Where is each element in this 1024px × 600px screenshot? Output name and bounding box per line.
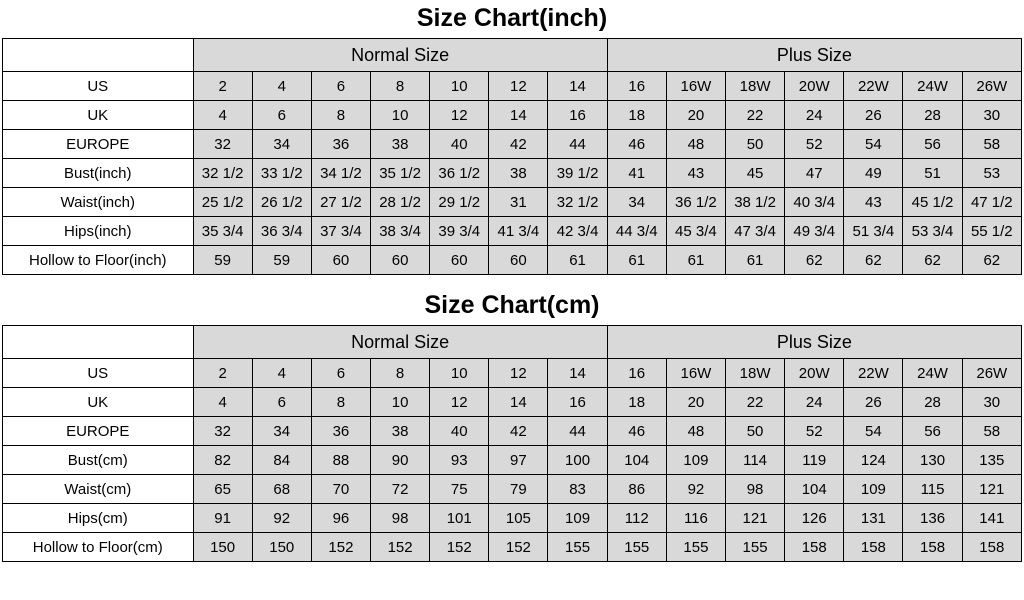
table-cell: 44 bbox=[548, 130, 607, 159]
table-cell: 53 3/4 bbox=[903, 217, 962, 246]
table-cell: 28 bbox=[903, 101, 962, 130]
row-label: Bust(inch) bbox=[3, 159, 194, 188]
size-chart-block-2 bbox=[0, 287, 1024, 562]
table-cell: 100 bbox=[548, 446, 607, 475]
table-cell: 158 bbox=[785, 533, 844, 562]
table-cell: 152 bbox=[371, 533, 430, 562]
table-row bbox=[3, 417, 1022, 446]
table-cell: 45 3/4 bbox=[666, 217, 725, 246]
chart-title: Size Chart(inch) bbox=[416, 4, 608, 32]
table-cell: 30 bbox=[962, 388, 1021, 417]
table-cell: 83 bbox=[548, 475, 607, 504]
table-cell: 14 bbox=[548, 359, 607, 388]
table-corner-cell bbox=[3, 39, 194, 72]
table-cell: 105 bbox=[489, 504, 548, 533]
table-cell: 20 bbox=[666, 388, 725, 417]
table-cell: 36 bbox=[311, 417, 370, 446]
table-cell: 49 bbox=[844, 159, 903, 188]
table-cell: 56 bbox=[903, 417, 962, 446]
table-cell: 50 bbox=[725, 417, 784, 446]
table-cell: 14 bbox=[489, 101, 548, 130]
table-cell: 58 bbox=[962, 417, 1021, 446]
table-cell: 16W bbox=[666, 359, 725, 388]
size-table bbox=[2, 38, 1022, 275]
table-cell: 52 bbox=[785, 417, 844, 446]
table-cell: 47 bbox=[785, 159, 844, 188]
table-cell: 37 3/4 bbox=[311, 217, 370, 246]
table-cell: 98 bbox=[371, 504, 430, 533]
table-cell: 14 bbox=[489, 388, 548, 417]
table-cell: 86 bbox=[607, 475, 666, 504]
table-cell: 16 bbox=[548, 388, 607, 417]
table-cell: 70 bbox=[311, 475, 370, 504]
table-cell: 18 bbox=[607, 101, 666, 130]
table-cell: 34 bbox=[252, 417, 311, 446]
group-header-row bbox=[3, 326, 1022, 359]
table-cell: 24 bbox=[785, 101, 844, 130]
table-cell: 6 bbox=[252, 101, 311, 130]
table-cell: 39 3/4 bbox=[430, 217, 489, 246]
table-cell: 4 bbox=[252, 359, 311, 388]
table-cell: 14 bbox=[548, 72, 607, 101]
table-cell: 155 bbox=[725, 533, 784, 562]
table-cell: 61 bbox=[548, 246, 607, 275]
table-cell: 46 bbox=[607, 417, 666, 446]
table-cell: 53 bbox=[962, 159, 1021, 188]
table-cell: 6 bbox=[311, 359, 370, 388]
table-cell: 104 bbox=[785, 475, 844, 504]
row-label: EUROPE bbox=[3, 417, 194, 446]
table-cell: 27 1/2 bbox=[311, 188, 370, 217]
table-cell: 109 bbox=[666, 446, 725, 475]
table-cell: 18W bbox=[725, 359, 784, 388]
table-cell: 32 bbox=[193, 417, 252, 446]
table-cell: 51 3/4 bbox=[844, 217, 903, 246]
table-cell: 44 bbox=[548, 417, 607, 446]
table-cell: 109 bbox=[844, 475, 903, 504]
table-cell: 24W bbox=[903, 72, 962, 101]
table-cell: 44 3/4 bbox=[607, 217, 666, 246]
table-cell: 121 bbox=[725, 504, 784, 533]
table-cell: 56 bbox=[903, 130, 962, 159]
table-cell: 104 bbox=[607, 446, 666, 475]
table-cell: 92 bbox=[666, 475, 725, 504]
table-cell: 91 bbox=[193, 504, 252, 533]
table-cell: 62 bbox=[903, 246, 962, 275]
table-cell: 116 bbox=[666, 504, 725, 533]
table-cell: 35 3/4 bbox=[193, 217, 252, 246]
table-cell: 61 bbox=[725, 246, 784, 275]
table-cell: 152 bbox=[430, 533, 489, 562]
table-cell: 54 bbox=[844, 417, 903, 446]
table-cell: 10 bbox=[371, 388, 430, 417]
table-cell: 158 bbox=[844, 533, 903, 562]
table-cell: 126 bbox=[785, 504, 844, 533]
table-corner-cell bbox=[3, 326, 194, 359]
table-cell: 124 bbox=[844, 446, 903, 475]
table-cell: 59 bbox=[252, 246, 311, 275]
table-cell: 12 bbox=[489, 359, 548, 388]
table-cell: 61 bbox=[607, 246, 666, 275]
row-label: Hips(inch) bbox=[3, 217, 194, 246]
table-cell: 10 bbox=[430, 72, 489, 101]
row-label: US bbox=[3, 72, 194, 101]
table-row bbox=[3, 388, 1022, 417]
row-label: UK bbox=[3, 388, 194, 417]
table-cell: 22 bbox=[725, 101, 784, 130]
row-label: Waist(cm) bbox=[3, 475, 194, 504]
table-cell: 4 bbox=[193, 101, 252, 130]
table-cell: 90 bbox=[371, 446, 430, 475]
table-cell: 25 1/2 bbox=[193, 188, 252, 217]
table-cell: 8 bbox=[311, 101, 370, 130]
table-cell: 61 bbox=[666, 246, 725, 275]
table-cell: 40 3/4 bbox=[785, 188, 844, 217]
table-cell: 98 bbox=[725, 475, 784, 504]
table-row bbox=[3, 359, 1022, 388]
table-cell: 75 bbox=[430, 475, 489, 504]
table-cell: 92 bbox=[252, 504, 311, 533]
group-header-normal-size: Normal Size bbox=[193, 326, 607, 359]
table-cell: 42 3/4 bbox=[548, 217, 607, 246]
table-cell: 45 1/2 bbox=[903, 188, 962, 217]
table-cell: 97 bbox=[489, 446, 548, 475]
table-cell: 2 bbox=[193, 72, 252, 101]
table-cell: 42 bbox=[489, 130, 548, 159]
table-cell: 152 bbox=[489, 533, 548, 562]
table-cell: 155 bbox=[548, 533, 607, 562]
table-cell: 8 bbox=[371, 72, 430, 101]
table-cell: 28 1/2 bbox=[371, 188, 430, 217]
table-cell: 51 bbox=[903, 159, 962, 188]
table-cell: 33 1/2 bbox=[252, 159, 311, 188]
table-row bbox=[3, 130, 1022, 159]
table-cell: 32 1/2 bbox=[548, 188, 607, 217]
table-row bbox=[3, 159, 1022, 188]
table-cell: 12 bbox=[489, 72, 548, 101]
table-cell: 46 bbox=[607, 130, 666, 159]
table-cell: 101 bbox=[430, 504, 489, 533]
table-cell: 136 bbox=[903, 504, 962, 533]
table-cell: 22W bbox=[844, 72, 903, 101]
table-cell: 131 bbox=[844, 504, 903, 533]
table-cell: 93 bbox=[430, 446, 489, 475]
table-row bbox=[3, 533, 1022, 562]
table-row bbox=[3, 101, 1022, 130]
table-cell: 36 1/2 bbox=[430, 159, 489, 188]
table-cell: 20W bbox=[785, 359, 844, 388]
table-cell: 24W bbox=[903, 359, 962, 388]
table-cell: 38 3/4 bbox=[371, 217, 430, 246]
table-cell: 26 bbox=[844, 388, 903, 417]
table-cell: 47 3/4 bbox=[725, 217, 784, 246]
table-row bbox=[3, 72, 1022, 101]
table-cell: 40 bbox=[430, 130, 489, 159]
table-cell: 16 bbox=[607, 72, 666, 101]
table-cell: 43 bbox=[666, 159, 725, 188]
group-header-plus-size: Plus Size bbox=[607, 39, 1021, 72]
table-cell: 65 bbox=[193, 475, 252, 504]
table-cell: 18 bbox=[607, 388, 666, 417]
table-cell: 26W bbox=[962, 359, 1021, 388]
table-cell: 8 bbox=[311, 388, 370, 417]
table-row bbox=[3, 188, 1022, 217]
table-cell: 28 bbox=[903, 388, 962, 417]
table-cell: 155 bbox=[666, 533, 725, 562]
table-cell: 26 bbox=[844, 101, 903, 130]
table-cell: 26W bbox=[962, 72, 1021, 101]
table-cell: 34 1/2 bbox=[311, 159, 370, 188]
table-cell: 18W bbox=[725, 72, 784, 101]
group-header-normal-size: Normal Size bbox=[193, 39, 607, 72]
group-header-plus-size: Plus Size bbox=[607, 326, 1021, 359]
table-cell: 84 bbox=[252, 446, 311, 475]
table-row bbox=[3, 504, 1022, 533]
table-cell: 40 bbox=[430, 417, 489, 446]
table-cell: 60 bbox=[311, 246, 370, 275]
table-cell: 38 bbox=[371, 417, 430, 446]
table-cell: 135 bbox=[962, 446, 1021, 475]
table-cell: 39 1/2 bbox=[548, 159, 607, 188]
table-cell: 47 1/2 bbox=[962, 188, 1021, 217]
table-cell: 130 bbox=[903, 446, 962, 475]
table-cell: 54 bbox=[844, 130, 903, 159]
table-cell: 150 bbox=[193, 533, 252, 562]
table-cell: 10 bbox=[430, 359, 489, 388]
table-cell: 4 bbox=[252, 72, 311, 101]
table-cell: 38 1/2 bbox=[725, 188, 784, 217]
table-cell: 60 bbox=[489, 246, 548, 275]
table-cell: 88 bbox=[311, 446, 370, 475]
table-cell: 79 bbox=[489, 475, 548, 504]
table-cell: 20 bbox=[666, 101, 725, 130]
table-cell: 109 bbox=[548, 504, 607, 533]
table-cell: 26 1/2 bbox=[252, 188, 311, 217]
row-label: Waist(inch) bbox=[3, 188, 194, 217]
table-cell: 49 3/4 bbox=[785, 217, 844, 246]
table-cell: 158 bbox=[962, 533, 1021, 562]
table-cell: 115 bbox=[903, 475, 962, 504]
table-cell: 34 bbox=[252, 130, 311, 159]
section-spacer bbox=[0, 275, 1024, 287]
table-cell: 36 1/2 bbox=[666, 188, 725, 217]
size-table bbox=[2, 325, 1022, 562]
table-cell: 62 bbox=[844, 246, 903, 275]
table-cell: 41 3/4 bbox=[489, 217, 548, 246]
size-chart-block-1 bbox=[0, 0, 1024, 275]
row-label: US bbox=[3, 359, 194, 388]
table-cell: 43 bbox=[844, 188, 903, 217]
table-cell: 16W bbox=[666, 72, 725, 101]
table-cell: 2 bbox=[193, 359, 252, 388]
table-row bbox=[3, 217, 1022, 246]
table-cell: 60 bbox=[371, 246, 430, 275]
table-cell: 60 bbox=[430, 246, 489, 275]
table-cell: 141 bbox=[962, 504, 1021, 533]
table-cell: 121 bbox=[962, 475, 1021, 504]
table-cell: 38 bbox=[489, 159, 548, 188]
table-cell: 35 1/2 bbox=[371, 159, 430, 188]
row-label: Hollow to Floor(inch) bbox=[3, 246, 194, 275]
table-row bbox=[3, 446, 1022, 475]
table-cell: 72 bbox=[371, 475, 430, 504]
table-cell: 112 bbox=[607, 504, 666, 533]
table-cell: 31 bbox=[489, 188, 548, 217]
table-cell: 68 bbox=[252, 475, 311, 504]
table-cell: 62 bbox=[962, 246, 1021, 275]
table-cell: 22 bbox=[725, 388, 784, 417]
table-cell: 36 3/4 bbox=[252, 217, 311, 246]
table-cell: 30 bbox=[962, 101, 1021, 130]
row-label: UK bbox=[3, 101, 194, 130]
table-cell: 12 bbox=[430, 101, 489, 130]
table-cell: 45 bbox=[725, 159, 784, 188]
table-cell: 50 bbox=[725, 130, 784, 159]
table-cell: 41 bbox=[607, 159, 666, 188]
table-cell: 34 bbox=[607, 188, 666, 217]
table-cell: 12 bbox=[430, 388, 489, 417]
table-cell: 152 bbox=[311, 533, 370, 562]
table-cell: 114 bbox=[725, 446, 784, 475]
table-cell: 6 bbox=[252, 388, 311, 417]
table-cell: 29 1/2 bbox=[430, 188, 489, 217]
table-cell: 48 bbox=[666, 417, 725, 446]
group-header-row bbox=[3, 39, 1022, 72]
table-cell: 52 bbox=[785, 130, 844, 159]
table-cell: 4 bbox=[193, 388, 252, 417]
table-cell: 32 1/2 bbox=[193, 159, 252, 188]
table-cell: 24 bbox=[785, 388, 844, 417]
row-label: Hollow to Floor(cm) bbox=[3, 533, 194, 562]
table-cell: 62 bbox=[785, 246, 844, 275]
table-cell: 36 bbox=[311, 130, 370, 159]
table-cell: 119 bbox=[785, 446, 844, 475]
table-cell: 82 bbox=[193, 446, 252, 475]
table-cell: 158 bbox=[903, 533, 962, 562]
row-label: Hips(cm) bbox=[3, 504, 194, 533]
table-cell: 6 bbox=[311, 72, 370, 101]
table-cell: 150 bbox=[252, 533, 311, 562]
table-cell: 58 bbox=[962, 130, 1021, 159]
row-label: Bust(cm) bbox=[3, 446, 194, 475]
chart-title: Size Chart(cm) bbox=[424, 291, 600, 319]
table-cell: 55 1/2 bbox=[962, 217, 1021, 246]
table-cell: 16 bbox=[548, 101, 607, 130]
row-label: EUROPE bbox=[3, 130, 194, 159]
table-cell: 10 bbox=[371, 101, 430, 130]
table-cell: 59 bbox=[193, 246, 252, 275]
table-row bbox=[3, 246, 1022, 275]
table-cell: 155 bbox=[607, 533, 666, 562]
table-cell: 48 bbox=[666, 130, 725, 159]
table-cell: 38 bbox=[371, 130, 430, 159]
table-cell: 20W bbox=[785, 72, 844, 101]
table-cell: 32 bbox=[193, 130, 252, 159]
table-cell: 96 bbox=[311, 504, 370, 533]
table-cell: 16 bbox=[607, 359, 666, 388]
table-row bbox=[3, 475, 1022, 504]
table-cell: 42 bbox=[489, 417, 548, 446]
table-cell: 22W bbox=[844, 359, 903, 388]
table-cell: 8 bbox=[371, 359, 430, 388]
